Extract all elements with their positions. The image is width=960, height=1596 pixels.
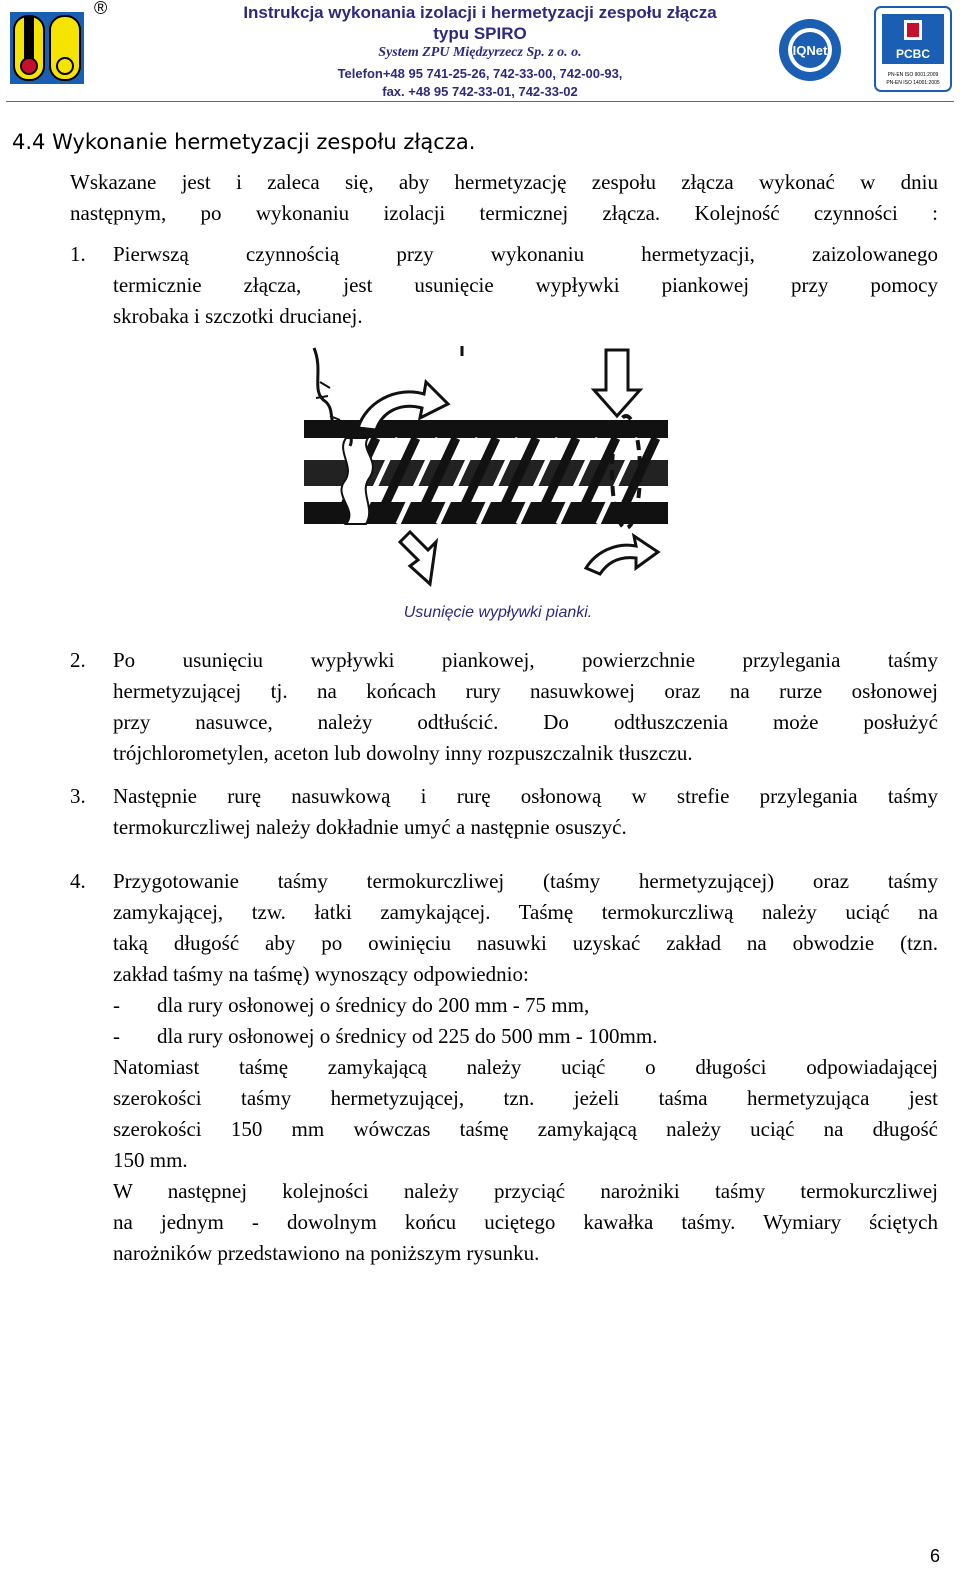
step-3-text bbox=[113, 781, 938, 843]
company-name: System ZPU Międzyrzecz Sp. z o. o. bbox=[378, 45, 582, 60]
step-line: trójchlorometylen, aceton lub dowolny inny rozpuszczalnik tłuszczu. bbox=[113, 741, 693, 765]
step-line: termokurczliwej należy dokładnie umyć a następnie osuszyć. bbox=[113, 815, 627, 839]
company-fax: fax. +48 95 742-33-01, 742-33-02 bbox=[382, 84, 578, 99]
step-line: 150 mm. bbox=[113, 1148, 188, 1172]
step-line: zakład taśmy na taśmę) wynoszący odpowiednio: bbox=[113, 962, 529, 986]
step-line: Natomiast taśmę zamykającą należy uciąć o długości odpowiadającej bbox=[113, 1055, 938, 1079]
step-line: zamykającej, tzw. łatki zamykającej. Taśmę termokurczliwą należy uciąć na bbox=[113, 900, 938, 924]
bullet-item bbox=[113, 1021, 938, 1052]
pcbc-logo-text: PCBC bbox=[895, 47, 931, 61]
document-title-line1: Instrukcja wykonania izolacji i hermetyzacji zespołu złącza bbox=[243, 3, 717, 22]
figure-caption: Usunięcie wypływki pianki. bbox=[403, 604, 593, 621]
step-number: 3. bbox=[70, 784, 86, 808]
company-logo bbox=[10, 12, 84, 84]
step-number: 2. bbox=[70, 648, 86, 672]
iqnet-logo-text: IQNet bbox=[792, 43, 828, 58]
registered-mark: ® bbox=[94, 0, 108, 18]
step-line: termicznie złącza, jest usunięcie wypływki piankowej przy pomocy bbox=[113, 273, 938, 297]
page-number: 6 bbox=[930, 1546, 941, 1566]
step-line: Przygotowanie taśmy termokurczliwej (taśmy hermetyzującej) oraz taśmy bbox=[113, 869, 938, 893]
bullet-text: dla rury osłonowej o średnicy do 200 mm - 75 mm, bbox=[157, 993, 590, 1017]
bullet-marker: - bbox=[113, 993, 120, 1017]
step-line: hermetyzującej tj. na końcach rury nasuwkowej oraz na rurze osłonowej bbox=[113, 679, 938, 703]
pcbc-certification-logo bbox=[874, 6, 952, 92]
company-phone: Telefon+48 95 741-25-26, 742-33-00, 742-00-93, bbox=[337, 66, 623, 81]
step-line: skrobaka i szczotki drucianej. bbox=[113, 304, 363, 328]
step-line: szerokości 150 mm wówczas taśmę zamykającą należy uciąć na długość bbox=[113, 1117, 938, 1141]
step-line: przy nasuwce, należy odtłuścić. Do odtłuszczenia może posłużyć bbox=[113, 710, 938, 734]
step-4-text bbox=[113, 866, 938, 1269]
pcbc-norm2: PN-EN ISO 14001:2005 bbox=[886, 80, 940, 86]
step-line: Następnie rurę nasuwkową i rurę osłonową w strefie przylegania taśmy bbox=[113, 784, 938, 808]
step-number: 1. bbox=[70, 242, 86, 266]
step-line: na jednym - dowolnym końcu uciętego kawałka taśmy. Wymiary ściętych bbox=[113, 1210, 938, 1234]
step-number: 4. bbox=[70, 869, 86, 893]
step-line: taką długość aby po owinięciu nasuwki uzyskać zakład na obwodzie (tzn. bbox=[113, 931, 938, 955]
section-intro bbox=[70, 167, 938, 229]
bullet-marker: - bbox=[113, 1024, 120, 1048]
step-1-text bbox=[113, 239, 938, 332]
pcbc-norm1: PN-EN ISO 9001:2009 bbox=[887, 72, 939, 78]
step-2-text bbox=[113, 645, 938, 769]
intro-line: następnym, po wykonaniu izolacji termicznej złącza. Kolejność czynności : bbox=[70, 201, 938, 225]
intro-line: Wskazane jest i zaleca się, aby hermetyzację zespołu złącza wykonać w dniu bbox=[70, 170, 938, 194]
bullet-item bbox=[113, 990, 938, 1021]
step-line: narożników przedstawiono na poniższym rysunku. bbox=[113, 1241, 540, 1265]
step-line: szerokości taśmy hermetyzującej, tzn. jeżeli taśma hermetyzująca jest bbox=[113, 1086, 938, 1110]
document-title-line2: typu SPIRO bbox=[433, 24, 527, 43]
iqnet-certification-logo bbox=[778, 18, 842, 82]
step-line: Po usunięciu wypływki piankowej, powierzchnie przylegania taśmy bbox=[113, 648, 938, 672]
document-title bbox=[180, 2, 780, 44]
step-line: W następnej kolejności należy przyciąć narożniki taśmy termokurczliwej bbox=[113, 1179, 938, 1203]
header-divider bbox=[6, 101, 954, 102]
foam-removal-figure bbox=[296, 342, 686, 594]
step-line: Pierwszą czynnością przy wykonaniu hermetyzacji, zaizolowanego bbox=[113, 242, 938, 266]
section-heading: 4.4 Wykonanie hermetyzacji zespołu złącza. bbox=[12, 130, 476, 154]
bullet-text: dla rury osłonowej o średnicy od 225 do 500 mm - 100mm. bbox=[157, 1024, 658, 1048]
